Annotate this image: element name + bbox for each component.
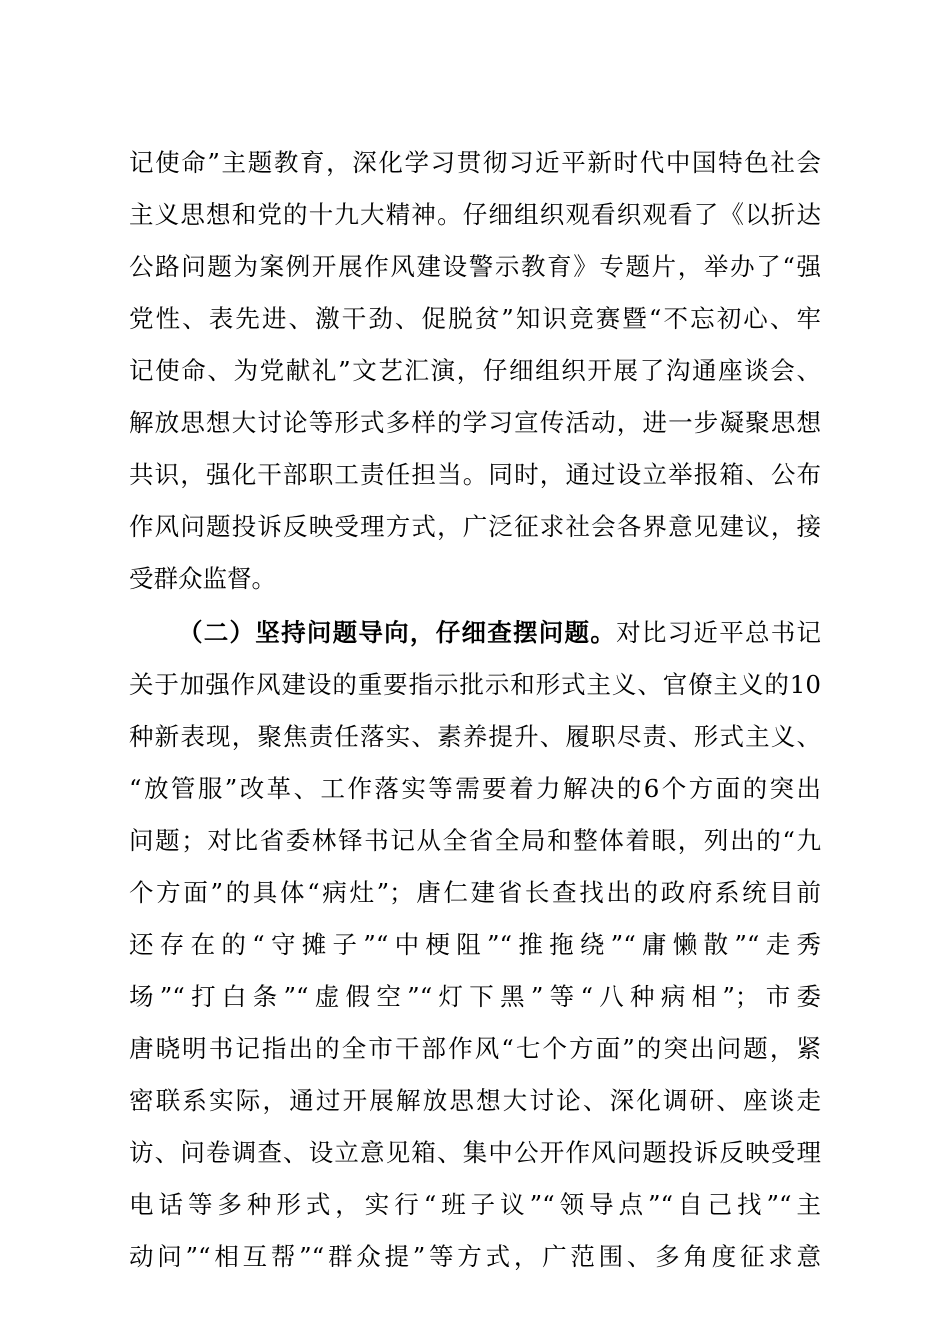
- paragraph-2-line-1-text: 对比习近平总书记: [616, 618, 821, 647]
- paragraph-2-line-2: 关于加强作风建设的重要指示批示和形式主义、官僚主义的10: [129, 670, 821, 699]
- paragraph-2-line-5: 问题；对比省委林铎书记从全省全局和整体着眼，列出的“九: [129, 826, 821, 855]
- paragraph-2-line-1: [129, 607, 821, 659]
- paragraph-1: [129, 137, 821, 605]
- paragraph-2-line-3: 种新表现，聚焦责任落实、素养提升、履职尽责、形式主义、: [129, 722, 821, 751]
- paragraph-1-line-1: 记使命”主题教育，深化学习贯彻习近平新时代中国特色社会: [129, 148, 821, 177]
- paragraph-1-line-7: 共识，强化干部职工责任担当。同时，通过设立举报箱、公布: [129, 460, 821, 489]
- paragraph-2: [129, 607, 821, 1283]
- paragraph-1-line-5: 记使命、为党献礼”文艺汇演，仔细组织开展了沟通座谈会、: [129, 356, 821, 385]
- paragraph-1-line-8: 作风问题投诉反映受理方式，广泛征求社会各界意见建议，接: [129, 512, 821, 541]
- paragraph-2-line-9: 唐晓明书记指出的全市干部作风“七个方面”的突出问题，紧: [129, 1034, 821, 1063]
- paragraph-2-line-13: 动问”“相互帮”“群众提”等方式，广范围、多角度征求意: [129, 1242, 821, 1271]
- paragraph-2-line-7: 还存在的“守摊子”“中梗阻”“推拖绕”“庸懒散”“走秀: [129, 930, 821, 959]
- paragraph-1-line-3: 公路问题为案例开展作风建设警示教育》专题片，举办了“强: [129, 252, 821, 281]
- paragraph-1-line-4: 党性、表先进、激干劲、促脱贫”知识竞赛暨“不忘初心、牢: [129, 304, 821, 333]
- paragraph-2-line-6: 个方面”的具体“病灶”；唐仁建省长查找出的政府系统目前: [129, 878, 821, 907]
- paragraph-2-line-11: 访、问卷调查、设立意见箱、集中公开作风问题投诉反映受理: [129, 1138, 821, 1167]
- paragraph-1-line-9: 受群众监督。: [129, 564, 276, 593]
- paragraph-1-line-6: 解放思想大讨论等形式多样的学习宣传活动，进一步凝聚思想: [129, 408, 821, 437]
- paragraph-2-line-10: 密联系实际，通过开展解放思想大讨论、深化调研、座谈走: [129, 1086, 821, 1115]
- paragraph-2-line-12: 电话等多种形式，实行“班子议”“领导点”“自己找”“主: [129, 1190, 821, 1219]
- section-heading: （二）坚持问题导向，仔细查摆问题。: [178, 618, 617, 647]
- paragraph-1-line-2: 主义思想和党的十九大精神。仔细组织观看织观看了《以折达: [129, 200, 821, 229]
- paragraph-2-line-4: “放管服”改革、工作落实等需要着力解决的6个方面的突出: [129, 774, 821, 803]
- paragraph-2-line-8: 场”“打白条”“虚假空”“灯下黑”等“八种病相”；市委: [129, 982, 821, 1011]
